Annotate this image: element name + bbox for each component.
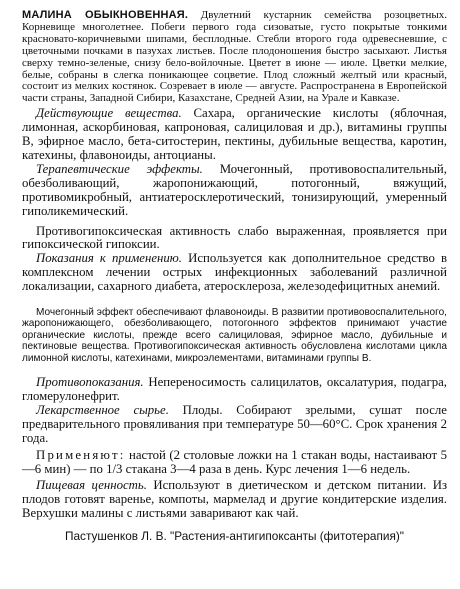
section-text: Используют в диетическом и детском питании. Из плодов готовят варенье, компоты, мармелад и другие кондитерские изделия. Верхушки малины с листьями заваривают как чай. [22,478,448,521]
section-raw-material [22,404,447,446]
plant-description [22,10,447,105]
section-heading: Применяют: [36,447,126,462]
section-application [22,449,447,477]
source-citation: Пастушенков Л. В. "Растения-антигипоксанты (фитотерапия)" [65,529,404,544]
section-contraindications [22,376,447,404]
section-antihypoxic-activity [22,225,447,253]
section-text: Плоды. Собирают зрелыми, сушат после предварительного провяливания при температуре 50—60°С. Срок хранения 2 года. [22,402,447,445]
section-heading: Лекарственное сырье. [36,402,169,417]
section-text: Непереносимость салицилатов, оксалатурия, подагра, гломерулонефрит. [22,375,447,403]
section-indications [22,252,447,294]
section-therapeutic-effects [22,163,447,219]
section-heading: Пищевая ценность. [36,478,147,493]
section-nutritional-value [22,479,447,521]
plant-description-text: Двулетний кустарник семейства розоцветных. Корневище многолетнее. Побеги первого года сизоватые, густо покрытые тонкими красновато-коричневыми шипами, бесплодные. Стебли второго года одревесневшие, с цветочными почками в пазухах листьев. После плодоношения быстро засыхают. Листья сверху темно-зеленые, снизу бело-войлочные. Цветет в июне — июле. Цветки мелкие, белые, собраны в слегка поникающее соцветие. Плод сложный желтый или красный, состоит из мелких костянок. Созревает в июле — августе. Распространена в Европейской части страны, Западной Сибири, Казахстане, Средней Азии, на Урале и Кавказе. [22,9,447,105]
section-heading: Показания к применению. [36,251,182,266]
section-heading: Терапевтические эффекты. [36,161,203,176]
section-heading: Противопоказания. [36,375,144,390]
section-text: Сахара, органические кислоты (яблочная, лимонная, аскорбиновая, капроновая, салициловая и др.), витамины группы В, эфирное масло, бета-ситостерин, пектины, дубильные вещества, каротин, катехины, флавоноиды, антоцианы. [22,106,447,162]
plant-title: МАЛИНА ОБЫКНОВЕННАЯ. [22,9,189,21]
mechanism-note [22,307,447,364]
section-active-substances [22,107,447,163]
section-text: Противогипоксическая активность слабо выраженная, проявляется при гипоксической гипоксии. [22,223,447,252]
additional-sections [22,376,447,521]
mechanism-note-text: Мочегонный эффект обеспечивают флавоноиды. В развитии противовоспалительного, жаропонижающего, обезболивающего, потогонного эффектов принимают участие органические кислоты, прежде всего салициловая, эфирное масло, дубильные и пектиновые вещества. Противогипоксическая активность обусловлена кислотами цикла лимонной кислоты, катехинами, микроэлементами, витаминами группы В. [22,307,447,364]
section-text: настой (2 столовые ложки на 1 стакан воды, настаивают 5—6 мин) — по 1/3 стакана 3—4 раза в день. Курс лечения 1—6 недель. [22,447,447,476]
section-heading: Действующие вещества. [36,106,182,121]
section-text: Используется как дополнительное средство в комплексном лечении острых инфекционных заболеваний различной локализации, сахарного диабета, атеросклероза, железодефицитных анемий. [22,251,447,294]
section-text: Мочегонный, противовоспалительный, обезболивающий, жаропонижающий, потогонный, вяжущий, противомикробный, антиатеросклеротический, тонизирующий, умеренный гиполикемический. [22,161,447,218]
main-sections [22,107,447,294]
